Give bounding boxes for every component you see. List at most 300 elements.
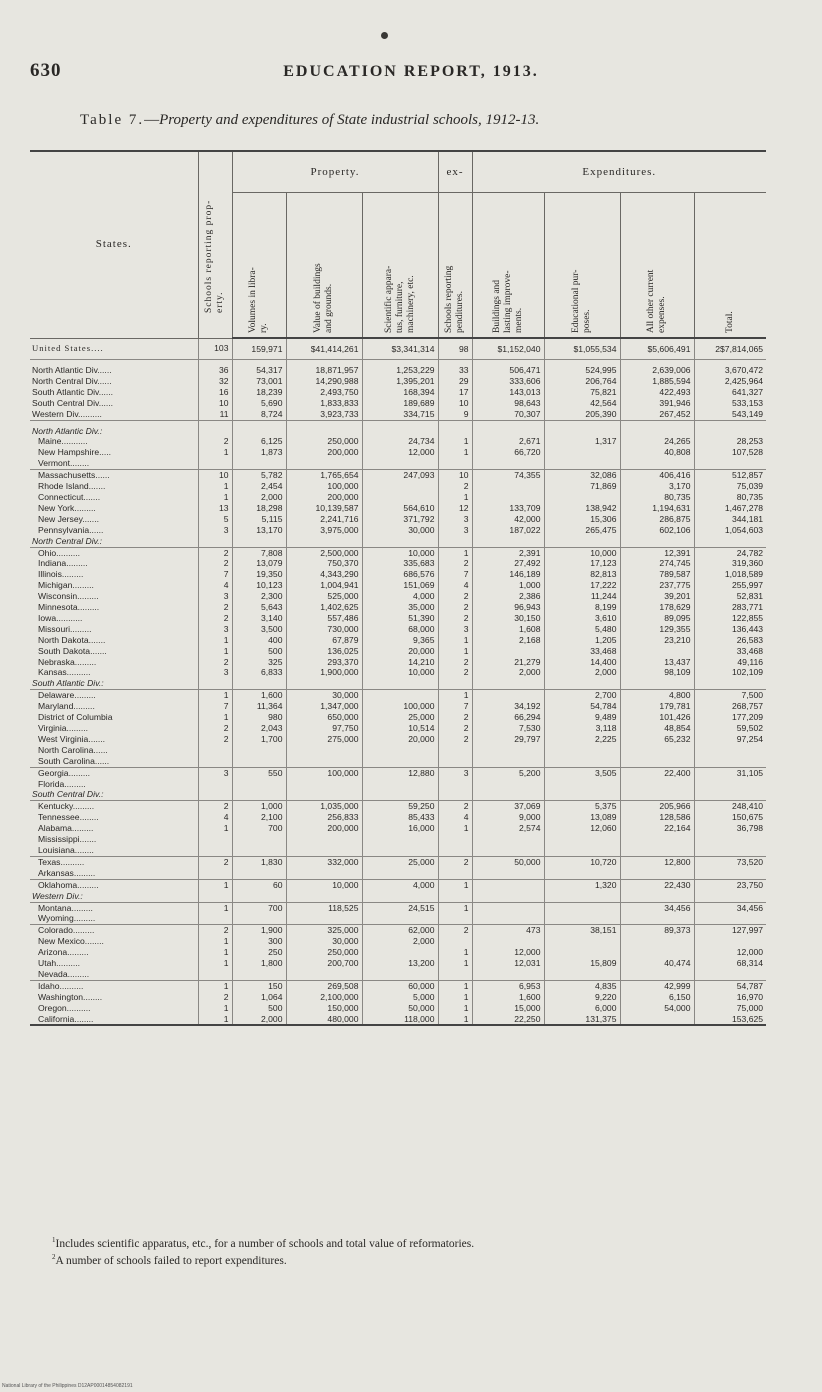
value-cell: 333,606 — [472, 376, 544, 387]
value-cell: 2 — [198, 734, 232, 745]
value-cell — [362, 789, 438, 800]
value-cell: 267,452 — [620, 409, 694, 420]
value-cell: 3 — [198, 667, 232, 678]
value-cell — [472, 779, 544, 790]
value-cell: 2 — [438, 602, 472, 613]
value-cell: 9,220 — [544, 992, 620, 1003]
value-cell: 335,683 — [362, 558, 438, 569]
value-cell: 59,250 — [362, 801, 438, 812]
value-cell: 274,745 — [620, 558, 694, 569]
table-title-label: Table 7. — [80, 112, 145, 128]
state-name-cell: Oregon.......... — [38, 1002, 91, 1013]
table-row — [30, 767, 766, 778]
value-cell: 129,355 — [620, 624, 694, 635]
value-cell — [620, 458, 694, 469]
value-cell — [286, 834, 362, 845]
state-name-cell: Western Div.: — [32, 890, 83, 901]
value-cell: 2 — [198, 613, 232, 624]
value-cell: 1 — [438, 879, 472, 890]
value-cell — [694, 756, 766, 767]
value-cell — [544, 447, 620, 458]
value-cell: 1 — [438, 635, 472, 646]
value-cell: 82,813 — [544, 569, 620, 580]
state-name-cell: Mississippi....... — [38, 834, 97, 845]
value-cell: 2 — [438, 657, 472, 668]
running-head: EDUCATION REPORT, 1913. — [283, 63, 539, 80]
value-cell: 200,000 — [286, 492, 362, 503]
state-name-cell: California........ — [30, 1014, 198, 1026]
value-cell — [438, 845, 472, 856]
value-cell: 22,430 — [620, 879, 694, 890]
value-cell: 4,343,290 — [286, 569, 362, 580]
value-cell: 1 — [198, 492, 232, 503]
state-name-cell: Vermont........ — [38, 458, 90, 469]
value-cell: 16,970 — [694, 992, 766, 1003]
value-cell: 247,093 — [362, 470, 438, 481]
value-cell — [438, 834, 472, 845]
value-cell — [544, 868, 620, 879]
value-cell: 564,610 — [362, 503, 438, 514]
value-cell — [198, 789, 232, 800]
value-cell: 2,493,750 — [286, 387, 362, 398]
value-cell: 1,000 — [232, 801, 286, 812]
value-cell — [438, 678, 472, 689]
value-cell: $1,055,534 — [544, 338, 620, 360]
value-cell: 1,395,201 — [362, 376, 438, 387]
value-cell: 22,400 — [620, 767, 694, 778]
value-cell: 34,456 — [620, 902, 694, 913]
value-cell: $1,152,040 — [472, 338, 544, 360]
value-cell: 524,995 — [544, 365, 620, 376]
value-cell: 22,164 — [620, 823, 694, 834]
value-cell: 3 — [438, 767, 472, 778]
value-cell: 1,205 — [544, 635, 620, 646]
value-cell: 12,000 — [472, 947, 544, 958]
value-cell — [286, 678, 362, 689]
value-cell: 10,720 — [544, 856, 620, 867]
value-cell: 33,468 — [694, 646, 766, 657]
value-cell: 178,629 — [620, 602, 694, 613]
value-cell — [232, 868, 286, 879]
value-cell: 54,787 — [694, 980, 766, 991]
state-name-cell: Utah.......... — [38, 958, 81, 969]
value-cell — [472, 969, 544, 980]
value-cell: 700 — [232, 823, 286, 834]
value-cell: 13,200 — [362, 958, 438, 969]
value-cell: 107,528 — [694, 447, 766, 458]
value-cell: 6,953 — [472, 980, 544, 991]
table-row — [30, 376, 766, 387]
value-cell: 9,489 — [544, 712, 620, 723]
value-cell: 2,671 — [472, 436, 544, 447]
value-cell: 557,486 — [286, 613, 362, 624]
value-cell: 2,000 — [472, 667, 544, 678]
footnote-2-text: A number of schools failed to report expenditures. — [55, 1254, 287, 1267]
value-cell: 36 — [198, 365, 232, 376]
value-cell: 4,800 — [620, 690, 694, 701]
value-cell: 13,079 — [232, 558, 286, 569]
value-cell: 8,724 — [232, 409, 286, 420]
value-cell: 1 — [198, 823, 232, 834]
table-row — [30, 514, 766, 525]
header-schools-property-text: Schools reporting prop- erty. — [204, 199, 225, 313]
value-cell — [198, 426, 232, 437]
value-cell: 10 — [198, 470, 232, 481]
value-cell: 500 — [232, 1003, 286, 1014]
value-cell: 18,239 — [232, 387, 286, 398]
table-row — [30, 503, 766, 514]
value-cell — [544, 536, 620, 547]
value-cell: 14,290,988 — [286, 376, 362, 387]
table-row — [30, 834, 766, 845]
value-cell: 6,125 — [232, 436, 286, 447]
value-cell: 97,254 — [694, 734, 766, 745]
value-cell: 49,116 — [694, 657, 766, 668]
table-row — [30, 613, 766, 624]
value-cell: 138,942 — [544, 503, 620, 514]
value-cell: 1,800 — [232, 958, 286, 969]
value-cell: 24,782 — [694, 547, 766, 558]
value-cell: 6,833 — [232, 667, 286, 678]
state-name-cell: Iowa........... — [38, 612, 83, 623]
state-name-cell: Delaware......... — [30, 690, 198, 701]
header-schools-property — [198, 151, 232, 338]
value-cell: 206,764 — [544, 376, 620, 387]
value-cell: 30,150 — [472, 613, 544, 624]
table-row — [30, 823, 766, 834]
value-cell: 8,199 — [544, 602, 620, 613]
value-cell: 275,000 — [286, 734, 362, 745]
value-cell: 789,587 — [620, 569, 694, 580]
value-cell: 700 — [232, 902, 286, 913]
value-cell — [286, 745, 362, 756]
value-cell — [362, 426, 438, 437]
value-cell: 1 — [438, 547, 472, 558]
state-name-cell: Ohio.......... — [30, 547, 198, 558]
value-cell — [362, 913, 438, 924]
table-body — [30, 338, 766, 1025]
value-cell: 80,735 — [620, 492, 694, 503]
value-cell: 344,181 — [694, 514, 766, 525]
header-volumes-text: Volumes in libra- ry. — [248, 267, 269, 333]
value-cell: 3,610 — [544, 613, 620, 624]
value-cell — [232, 845, 286, 856]
table-row — [30, 879, 766, 890]
state-name-cell: Texas.......... — [30, 856, 198, 867]
value-cell: 3 — [198, 767, 232, 778]
value-cell: 325 — [232, 657, 286, 668]
value-cell: 12,000 — [694, 947, 766, 958]
value-cell: 5,200 — [472, 767, 544, 778]
value-cell: 2,000 — [232, 1014, 286, 1026]
value-cell: 2,454 — [232, 481, 286, 492]
table-row — [30, 525, 766, 536]
value-cell: 136,025 — [286, 646, 362, 657]
state-name-cell: Oklahoma......... — [30, 879, 198, 890]
value-cell: 151,069 — [362, 580, 438, 591]
value-cell — [472, 868, 544, 879]
value-cell: 1 — [198, 958, 232, 969]
value-cell: 2,386 — [472, 591, 544, 602]
value-cell: 2,300 — [232, 591, 286, 602]
value-cell: 10,123 — [232, 580, 286, 591]
value-cell: 150,000 — [286, 1003, 362, 1014]
header-scientific — [362, 193, 438, 339]
value-cell: 133,709 — [472, 503, 544, 514]
value-cell — [362, 868, 438, 879]
state-name-cell: Kentucky......... — [30, 801, 198, 812]
value-cell — [198, 458, 232, 469]
value-cell: 1 — [198, 1014, 232, 1026]
table-row — [30, 801, 766, 812]
scan-stamp: National Library of the Philippines D12AP00014854082191 — [2, 1383, 133, 1389]
value-cell — [232, 891, 286, 902]
value-cell: 1,900 — [232, 925, 286, 936]
table-row — [30, 591, 766, 602]
value-cell: 293,370 — [286, 657, 362, 668]
value-cell — [362, 458, 438, 469]
value-cell — [694, 426, 766, 437]
value-cell: 4,835 — [544, 980, 620, 991]
value-cell — [472, 879, 544, 890]
value-cell — [232, 756, 286, 767]
table-row — [30, 913, 766, 924]
footnote-2-mark: 2 — [52, 1252, 56, 1261]
value-cell: 75,821 — [544, 387, 620, 398]
value-cell: 2,225 — [544, 734, 620, 745]
value-cell: 3,500 — [232, 624, 286, 635]
value-cell: 51,390 — [362, 613, 438, 624]
value-cell — [544, 947, 620, 958]
value-cell: 42,000 — [472, 514, 544, 525]
value-cell: 1 — [438, 958, 472, 969]
value-cell: 11 — [198, 409, 232, 420]
value-cell: 268,757 — [694, 701, 766, 712]
value-cell — [286, 789, 362, 800]
value-cell: 65,232 — [620, 734, 694, 745]
value-cell: 71,869 — [544, 481, 620, 492]
value-cell: 5 — [198, 514, 232, 525]
value-cell: 3,505 — [544, 767, 620, 778]
value-cell: 13,437 — [620, 657, 694, 668]
value-cell: 36,798 — [694, 823, 766, 834]
value-cell: 9,365 — [362, 635, 438, 646]
value-cell — [198, 756, 232, 767]
value-cell: 269,508 — [286, 980, 362, 991]
state-name-cell: Maryland......... — [38, 701, 95, 712]
table-row — [30, 481, 766, 492]
value-cell — [694, 789, 766, 800]
value-cell — [286, 969, 362, 980]
value-cell: 480,000 — [286, 1014, 362, 1026]
table-row — [30, 547, 766, 558]
table-title: Table 7.—Property and expenditures of State industrial schools, 1912-13. — [80, 112, 540, 128]
value-cell: 200,000 — [286, 823, 362, 834]
value-cell — [232, 536, 286, 547]
value-cell: 2,000 — [544, 667, 620, 678]
value-cell: 2,043 — [232, 723, 286, 734]
value-cell: 1,467,278 — [694, 503, 766, 514]
value-cell — [544, 845, 620, 856]
value-cell — [198, 745, 232, 756]
value-cell — [620, 678, 694, 689]
value-cell: 286,875 — [620, 514, 694, 525]
value-cell: 24,515 — [362, 902, 438, 913]
value-cell: 20,000 — [362, 734, 438, 745]
table-row — [30, 569, 766, 580]
footnotes — [52, 1234, 752, 1268]
value-cell: 33,468 — [544, 646, 620, 657]
value-cell — [544, 891, 620, 902]
value-cell — [620, 779, 694, 790]
value-cell: 20,000 — [362, 646, 438, 657]
value-cell — [620, 1014, 694, 1026]
state-name-cell: New Mexico........ — [38, 936, 104, 947]
value-cell — [438, 936, 472, 947]
value-cell: 1 — [438, 1014, 472, 1026]
value-cell: 1,765,654 — [286, 470, 362, 481]
value-cell — [472, 834, 544, 845]
value-cell: 1 — [198, 902, 232, 913]
value-cell — [472, 936, 544, 947]
value-cell — [286, 458, 362, 469]
value-cell: 34,456 — [694, 902, 766, 913]
value-cell — [694, 845, 766, 856]
value-cell: 27,492 — [472, 558, 544, 569]
value-cell: 4 — [198, 812, 232, 823]
table-row — [30, 447, 766, 458]
value-cell: 17,123 — [544, 558, 620, 569]
value-cell: 21,279 — [472, 657, 544, 668]
value-cell: 325,000 — [286, 925, 362, 936]
value-cell: 2 — [198, 602, 232, 613]
value-cell: 1,194,631 — [620, 503, 694, 514]
value-cell: 1 — [438, 823, 472, 834]
value-cell — [232, 834, 286, 845]
state-name-cell: District of Columbia — [38, 712, 113, 723]
value-cell: 98,643 — [472, 398, 544, 409]
value-cell: 96,943 — [472, 602, 544, 613]
value-cell: 127,997 — [694, 925, 766, 936]
value-cell: 1,833,833 — [286, 398, 362, 409]
value-cell: 85,433 — [362, 812, 438, 823]
value-cell: 980 — [232, 712, 286, 723]
value-cell: 1 — [438, 980, 472, 991]
state-name-cell: North Dakota....... — [38, 634, 106, 645]
value-cell: 3 — [438, 514, 472, 525]
table-row — [30, 891, 766, 902]
value-cell: 2,241,716 — [286, 514, 362, 525]
table-row — [30, 657, 766, 668]
value-cell — [544, 458, 620, 469]
value-cell — [472, 902, 544, 913]
table-row — [30, 779, 766, 790]
state-name-cell: Washington........ — [38, 991, 103, 1002]
value-cell — [198, 868, 232, 879]
value-cell: 4,000 — [362, 879, 438, 890]
value-cell: 473 — [472, 925, 544, 936]
value-cell: 9,000 — [472, 812, 544, 823]
value-cell: 187,022 — [472, 525, 544, 536]
value-cell: 23,750 — [694, 879, 766, 890]
value-cell: 15,306 — [544, 514, 620, 525]
value-cell: 1,885,594 — [620, 376, 694, 387]
table-row — [30, 667, 766, 678]
state-name-cell: South Atlantic Div...... — [32, 386, 114, 397]
value-cell — [620, 756, 694, 767]
value-cell: 7 — [438, 701, 472, 712]
value-cell: 1,253,229 — [362, 365, 438, 376]
value-cell: 12,391 — [620, 547, 694, 558]
state-name-cell: South Central Div.: — [32, 789, 104, 800]
value-cell: 13 — [198, 503, 232, 514]
value-cell: 1 — [198, 635, 232, 646]
value-cell: 2 — [198, 992, 232, 1003]
value-cell — [362, 536, 438, 547]
value-cell: 24,734 — [362, 436, 438, 447]
value-cell: 68,000 — [362, 624, 438, 635]
state-name-cell: North Central Div.: — [32, 535, 103, 546]
value-cell: 2 — [198, 436, 232, 447]
value-cell: 730,000 — [286, 624, 362, 635]
value-cell: 13,089 — [544, 812, 620, 823]
value-cell: 6,150 — [620, 992, 694, 1003]
table-row — [30, 868, 766, 879]
state-name-cell: West Virginia....... — [38, 733, 106, 744]
value-cell: 2,425,964 — [694, 376, 766, 387]
state-name-cell: Michigan......... — [38, 580, 94, 591]
value-cell — [232, 779, 286, 790]
value-cell — [694, 891, 766, 902]
value-cell: 32,086 — [544, 470, 620, 481]
header-total-text: Total. — [724, 311, 735, 333]
value-cell: 319,360 — [694, 558, 766, 569]
value-cell — [438, 458, 472, 469]
value-cell: 3,170 — [620, 481, 694, 492]
value-cell: 1,347,000 — [286, 701, 362, 712]
header-total — [694, 193, 766, 339]
value-cell: 1,700 — [232, 734, 286, 745]
state-name-cell: North Central Div...... — [32, 375, 112, 386]
value-cell — [362, 947, 438, 958]
table-row — [30, 398, 766, 409]
value-cell — [620, 745, 694, 756]
value-cell — [286, 536, 362, 547]
value-cell — [198, 834, 232, 845]
value-cell: 37,069 — [472, 801, 544, 812]
value-cell — [232, 969, 286, 980]
value-cell: 29 — [438, 376, 472, 387]
value-cell — [286, 891, 362, 902]
value-cell: 103 — [198, 338, 232, 360]
value-cell: 2 — [438, 667, 472, 678]
value-cell — [362, 678, 438, 689]
value-cell — [472, 789, 544, 800]
value-cell: 3,923,733 — [286, 409, 362, 420]
value-cell — [362, 845, 438, 856]
value-cell — [544, 779, 620, 790]
value-cell — [694, 458, 766, 469]
value-cell — [544, 902, 620, 913]
header-schools-expend-text: Schools reporting penditures. — [444, 265, 465, 333]
value-cell: 3 — [198, 591, 232, 602]
page-dot-mark — [381, 32, 388, 39]
value-cell — [198, 779, 232, 790]
value-cell: 2$7,814,065 — [694, 338, 766, 360]
table-row — [30, 458, 766, 469]
header-educational — [544, 193, 620, 339]
value-cell — [362, 969, 438, 980]
